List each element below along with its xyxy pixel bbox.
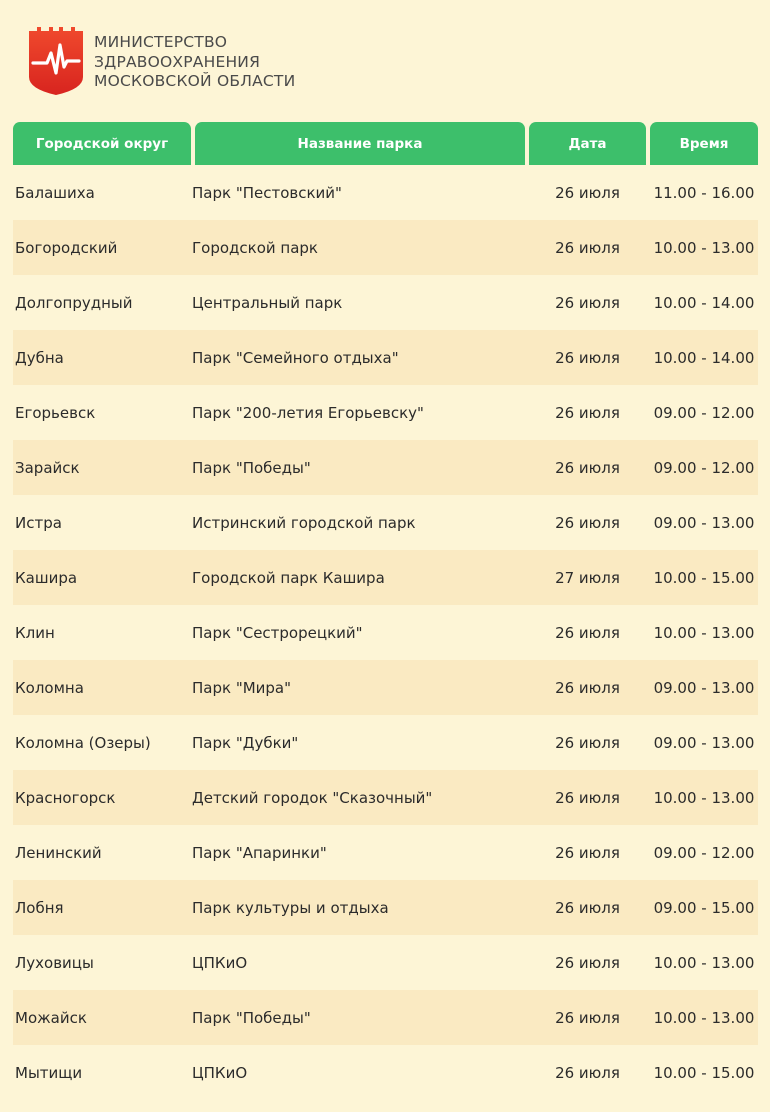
- cell-date: 26 июля: [555, 1008, 620, 1027]
- cell-date: 26 июля: [555, 898, 620, 917]
- cell-district: Можайск: [15, 1008, 87, 1027]
- table-row: [13, 275, 758, 330]
- cell-district: Коломна (Озеры): [15, 733, 151, 752]
- table-row: [13, 770, 758, 825]
- cell-district: Лобня: [15, 898, 64, 917]
- ministry-name-line-3: МОСКОВСКОЙ ОБЛАСТИ: [94, 72, 296, 90]
- cell-district: Клин: [15, 623, 55, 642]
- table-row: [13, 660, 758, 715]
- cell-time: 09.00 - 12.00: [653, 403, 755, 422]
- ministry-name: [94, 33, 295, 92]
- table-row: [13, 495, 758, 550]
- table-row: [13, 605, 758, 660]
- cell-date: 26 июля: [555, 458, 620, 477]
- cell-date: 26 июля: [555, 733, 620, 752]
- cell-park-name: Парк "Мира": [192, 678, 292, 697]
- cell-park-name: Детский городок "Сказочный": [192, 788, 433, 807]
- cell-district: Долгопрудный: [15, 293, 133, 312]
- cell-date: 26 июля: [555, 403, 620, 422]
- cell-park-name: Парк "Победы": [192, 458, 311, 477]
- cell-district: Красногорск: [15, 788, 116, 807]
- cell-time: 10.00 - 13.00: [653, 953, 755, 972]
- cell-district: Зарайск: [15, 458, 80, 477]
- cell-park-name: Парк "Пестовский": [192, 183, 342, 202]
- cell-district: Коломна: [15, 678, 84, 697]
- cell-time: 11.00 - 16.00: [653, 183, 755, 202]
- parks-table-body: [13, 165, 758, 1100]
- cell-time: 09.00 - 13.00: [653, 513, 755, 532]
- table-row: [13, 330, 758, 385]
- cell-park-name: ЦПКиО: [192, 1063, 248, 1082]
- column-header-district: Городской округ: [13, 122, 191, 165]
- cell-time: 09.00 - 13.00: [653, 733, 755, 752]
- cell-date: 26 июля: [555, 788, 620, 807]
- cell-time: 10.00 - 15.00: [653, 568, 755, 587]
- table-row: [13, 220, 758, 275]
- cell-park-name: Парк культуры и отдыха: [192, 898, 389, 917]
- cell-district: Истра: [15, 513, 62, 532]
- cell-time: 10.00 - 14.00: [653, 348, 755, 367]
- column-header-time: Время: [650, 122, 758, 165]
- cell-time: 09.00 - 12.00: [653, 458, 755, 477]
- cell-time: 10.00 - 13.00: [653, 788, 755, 807]
- cell-park-name: Парк "Победы": [192, 1008, 311, 1027]
- table-row: [13, 715, 758, 770]
- cell-district: Мытищи: [15, 1063, 83, 1082]
- cell-park-name: Парк "Сестрорецкий": [192, 623, 363, 642]
- cell-date: 26 июля: [555, 843, 620, 862]
- moscow-oblast-emblem-icon: [27, 27, 85, 95]
- cell-time: 09.00 - 15.00: [653, 898, 755, 917]
- table-row: [13, 990, 758, 1045]
- table-row: [13, 385, 758, 440]
- cell-time: 10.00 - 13.00: [653, 238, 755, 257]
- table-header: [13, 122, 758, 165]
- cell-time: 09.00 - 13.00: [653, 678, 755, 697]
- cell-time: 10.00 - 14.00: [653, 293, 755, 312]
- table-row: [13, 165, 758, 220]
- cell-time: 10.00 - 13.00: [653, 1008, 755, 1027]
- cell-time: 10.00 - 13.00: [653, 623, 755, 642]
- table-row: [13, 440, 758, 495]
- cell-park-name: Городской парк: [192, 238, 318, 257]
- cell-district: Дубна: [15, 348, 64, 367]
- cell-park-name: Парк "Семейного отдыха": [192, 348, 399, 367]
- cell-district: Ленинский: [15, 843, 102, 862]
- column-header-date: Дата: [529, 122, 646, 165]
- cell-date: 26 июля: [555, 238, 620, 257]
- cell-district: Кашира: [15, 568, 78, 587]
- cell-date: 26 июля: [555, 1063, 620, 1082]
- cell-date: 26 июля: [555, 623, 620, 642]
- ministry-header: [27, 27, 295, 95]
- table-row: [13, 825, 758, 880]
- table-row: [13, 880, 758, 935]
- cell-park-name: Городской парк Кашира: [192, 568, 385, 587]
- cell-district: Богородский: [15, 238, 118, 257]
- table-row: [13, 935, 758, 990]
- cell-park-name: Центральный парк: [192, 293, 343, 312]
- cell-district: Луховицы: [15, 953, 94, 972]
- table-row: [13, 1045, 758, 1100]
- cell-park-name: ЦПКиО: [192, 953, 248, 972]
- table-row: [13, 550, 758, 605]
- cell-date: 26 июля: [555, 953, 620, 972]
- cell-date: 26 июля: [555, 293, 620, 312]
- cell-district: Балашиха: [15, 183, 95, 202]
- cell-park-name: Парк "200-летия Егорьевску": [192, 403, 424, 422]
- ministry-name-line-2: ЗДРАВООХРАНЕНИЯ: [94, 52, 261, 71]
- cell-date: 26 июля: [555, 678, 620, 697]
- cell-date: 26 июля: [555, 183, 620, 202]
- cell-district: Егорьевск: [15, 403, 96, 422]
- cell-date: 26 июля: [555, 348, 620, 367]
- cell-date: 27 июля: [555, 568, 620, 587]
- cell-park-name: Парк "Дубки": [192, 733, 299, 752]
- cell-time: 09.00 - 12.00: [653, 843, 755, 862]
- ministry-name-line-1: МИНИСТЕРСТВО: [94, 33, 228, 51]
- cell-date: 26 июля: [555, 513, 620, 532]
- column-header-park: Название парка: [195, 122, 525, 165]
- cell-park-name: Парк "Апаринки": [192, 843, 327, 862]
- cell-time: 10.00 - 15.00: [653, 1063, 755, 1082]
- cell-park-name: Истринский городской парк: [192, 513, 416, 532]
